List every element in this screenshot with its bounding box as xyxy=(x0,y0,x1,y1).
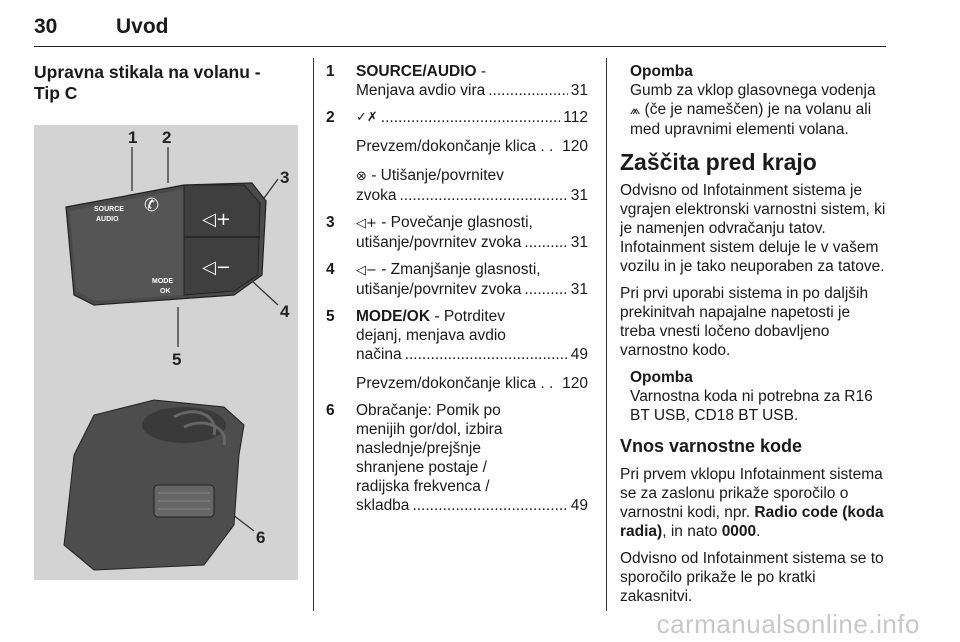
chapter-title: Uvod xyxy=(116,15,169,38)
callout-6: 6 xyxy=(256,528,266,547)
volume-up-icon: ◁+ xyxy=(356,216,377,231)
note-title: Opomba xyxy=(630,369,693,386)
section-title xyxy=(34,62,300,104)
page-ref: 49 xyxy=(570,497,588,514)
item-text: shranjene postaje / xyxy=(356,459,487,476)
item-text: utišanje/povrnitev zvoka xyxy=(356,234,522,251)
note-voice-control xyxy=(620,62,886,139)
steering-controls-illustration xyxy=(34,125,298,580)
svg-text:◁+: ◁+ xyxy=(202,209,231,230)
page-number: 30 xyxy=(34,15,58,38)
column-divider xyxy=(313,58,314,611)
section-title-line: Upravna stikala na volanu - xyxy=(34,62,261,82)
control-item-3 xyxy=(326,213,588,252)
item-number: 2 xyxy=(326,109,335,126)
mode-label: MODE xyxy=(152,278,173,285)
item-text: utišanje/povrnitev zvoka xyxy=(356,281,522,298)
ok-label: OK xyxy=(160,288,171,295)
page-ref: 31 xyxy=(570,82,588,99)
voice-control-icon: ⩕ xyxy=(630,103,641,118)
callout-2: 2 xyxy=(162,128,172,147)
paragraph: Odvisno od Infotainment sistema je vgrajen elektronski varnostni sistem, ki je namenjen odvračanju tatov. Infotainment sistem deluje le v vašem vozilu in je tako neuporaben za tatove. xyxy=(620,182,886,275)
column-divider xyxy=(606,58,607,611)
item-text: Prevzem/dokončanje klica . . xyxy=(356,138,554,155)
callout-1: 1 xyxy=(128,128,138,147)
control-item-2 xyxy=(326,108,588,205)
source-label: SOURCE xyxy=(94,206,124,213)
item-text: dejanj, menjava avdio xyxy=(356,327,506,344)
control-item-4 xyxy=(326,260,588,299)
item-text: Obračanje: Pomik po xyxy=(356,402,501,419)
steering-controls-figure xyxy=(34,125,298,580)
control-item-1 xyxy=(326,62,588,100)
middle-column xyxy=(326,62,588,523)
default-code: 0000 xyxy=(721,523,757,540)
item-number: 4 xyxy=(326,261,335,278)
item-number: 1 xyxy=(326,63,335,80)
page-ref: 31 xyxy=(570,234,588,251)
item-text: skladba xyxy=(356,497,410,514)
paragraph: Odvisno od Infotainment sistema se to sporočilo prikaže le po kratki zakasnitvi. xyxy=(620,550,884,605)
callout-3: 3 xyxy=(280,168,290,187)
volume-down-icon: ◁− xyxy=(356,263,377,278)
svg-text:◁−: ◁− xyxy=(202,257,231,278)
page-ref: 31 xyxy=(570,187,588,204)
item-text: naslednje/prejšnje xyxy=(356,440,481,457)
item-title: MODE/OK xyxy=(356,308,431,325)
item-text: - Povečanje glasnosti, xyxy=(376,214,533,231)
left-column xyxy=(34,62,300,104)
item-text: menijih gor/dol, izbira xyxy=(356,421,503,438)
item-number: 5 xyxy=(326,308,335,325)
item-text: Menjava avdio vira xyxy=(356,82,486,99)
note-text: Gumb za vklop glasovnega vodenja ⩕ (če je nameščen) je na volanu ali med upravnimi elementi volana. xyxy=(630,82,876,138)
page-ref: 112 xyxy=(563,109,588,126)
heading-enter-code: Vnos varnostne kode xyxy=(620,436,803,456)
item-text: - Zmanjšanje glasnosti, xyxy=(376,261,541,278)
note-title: Opomba xyxy=(630,63,693,80)
item-text: - Utišanje/povrnitev xyxy=(366,167,504,184)
mute-icon: ⊗ xyxy=(356,169,367,184)
item-number: 3 xyxy=(326,214,335,231)
watermark: carmanualsonline.info xyxy=(656,609,920,639)
page-ref: 120 xyxy=(562,138,588,155)
page-header xyxy=(34,8,886,47)
heading-theft-protection: Zaščita pred krajo xyxy=(620,149,817,175)
item-number: 6 xyxy=(326,402,335,419)
control-item-5 xyxy=(326,307,588,393)
item-text: Prevzem/dokončanje klica . . xyxy=(356,375,554,392)
phone-icon: ✓✗ xyxy=(356,110,378,125)
paragraph: Pri prvem vklopu Infotainment sistema se za zaslonu prikaže sporočilo o varnostni kodi, npr. Radio code (koda radia), in nato 0000. xyxy=(620,466,884,540)
callout-5: 5 xyxy=(172,350,182,369)
control-item-6 xyxy=(326,401,588,515)
item-title: SOURCE/AUDIO xyxy=(356,63,477,80)
section-title-line: Tip C xyxy=(34,83,78,103)
page-ref: 49 xyxy=(570,346,588,363)
svg-text:✆: ✆ xyxy=(144,195,160,216)
radio-code-term: Radio code (koda radia) xyxy=(620,504,884,540)
item-text: zvoka xyxy=(356,187,397,204)
item-text: radijska frekvenca / xyxy=(356,478,490,495)
paragraph: Pri prvi uporabi sistema in po daljših prekinitvah napajalne napetosti je treba vnesti ločeno dobavljeno varnostno kodo. xyxy=(620,285,869,359)
note-text: Varnostna koda ni potrebna za R16 BT USB, CD18 BT USB. xyxy=(630,388,873,424)
item-text: - Potrditev xyxy=(430,308,506,325)
callout-4: 4 xyxy=(280,302,290,321)
audio-label: AUDIO xyxy=(96,216,119,223)
item-text: - xyxy=(476,63,487,80)
right-column xyxy=(620,62,886,614)
page-ref: 120 xyxy=(562,375,588,392)
note-security-code xyxy=(620,368,886,425)
item-text: načina xyxy=(356,346,402,363)
page-ref: 31 xyxy=(570,281,588,298)
